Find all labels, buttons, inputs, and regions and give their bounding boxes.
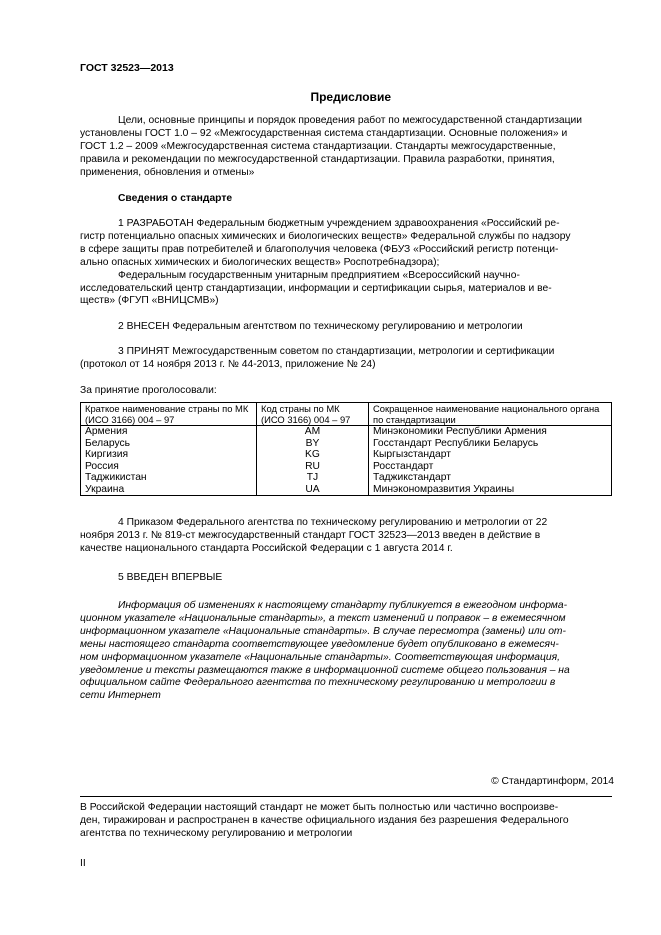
table-header: Краткое наименование страны по МК (ИСО 3166) 004 – 97 — [81, 403, 257, 426]
table-row — [81, 484, 612, 496]
info-line: ном информационном указателе «Национальные стандарты». Соответствующая информация, — [80, 651, 560, 663]
standard-id: ГОСТ 32523—2013 — [80, 62, 174, 74]
divider — [80, 796, 612, 797]
item-3 — [80, 346, 612, 372]
table-cell: Беларусь — [81, 438, 257, 450]
voting-table — [80, 402, 612, 496]
footer-notice — [80, 802, 612, 841]
intro-line: установлены ГОСТ 1.0 – 92 «Межгосударственная система стандартизации. Основные положения» и — [80, 127, 568, 139]
table-cell: AM — [257, 426, 369, 438]
page-number: II — [80, 858, 86, 869]
table-row — [81, 461, 612, 473]
table-cell: Кыргызстандарт — [369, 449, 612, 461]
item-2: 2 ВНЕСЕН Федеральным агентством по техническому регулированию и метрологии — [118, 321, 523, 332]
info-line: сети Интернет — [80, 690, 161, 702]
item-line: 1 РАЗРАБОТАН Федеральным бюджетным учреждением здравоохранения «Российский ре- — [118, 218, 560, 229]
item-line: 3 ПРИНЯТ Межгосударственным советом по стандартизации, метрологии и сертификации — [118, 346, 555, 357]
item-4 — [80, 517, 612, 556]
table-cell: Госстандарт Республики Беларусь — [369, 438, 612, 450]
item-line: качестве национального стандарта Российской Федерации с 1 августа 2014 г. — [80, 542, 453, 554]
item-line: гистр потенциально опасных химических и биологических веществ» Федеральной службы по надзору — [80, 230, 571, 242]
table-cell: Таджикистан — [81, 472, 257, 484]
table-cell: RU — [257, 461, 369, 473]
table-row — [81, 438, 612, 450]
item-5: 5 ВВЕДЕН ВПЕРВЫЕ — [118, 572, 223, 583]
copyright: © Стандартинформ, 2014 — [491, 776, 614, 787]
page-title: Предисловие — [310, 90, 391, 104]
footer-line: ден, тиражирован и распространен в качестве официального издания без разрешения Федерального — [80, 814, 569, 826]
item-line: ноября 2013 г. № 819-ст межгосударственный стандарт ГОСТ 32523—2013 введен в действие в — [80, 529, 541, 541]
footer-line: В Российской Федерации настоящий стандарт не может быть полностью или частично воспроизве- — [80, 802, 559, 813]
table-row — [81, 449, 612, 461]
info-line: ционном указателе «Национальные стандарты», а текст изменений и поправок – в ежемесячном — [80, 612, 566, 624]
table-cell: BY — [257, 438, 369, 450]
voting-table-wrap — [80, 402, 612, 496]
table-cell: Армения — [81, 426, 257, 438]
table-row — [81, 472, 612, 484]
intro-line: ГОСТ 1.2 – 2009 «Межгосударственная система стандартизации. Стандарты межгосударственные, — [80, 140, 556, 152]
table-cell: Киргизия — [81, 449, 257, 461]
table-cell: TJ — [257, 472, 369, 484]
table-cell: KG — [257, 449, 369, 461]
intro-paragraph — [80, 115, 612, 180]
intro-line: правила и рекомендации по межгосударственной стандартизации. Правила разработки, принятия, — [80, 153, 555, 165]
table-header-row — [81, 403, 612, 426]
item-line: (протокол от 14 ноября 2013 г. № 44-2013, приложение № 24) — [80, 358, 376, 370]
table-cell: Таджикстандарт — [369, 472, 612, 484]
info-notice — [80, 600, 612, 703]
item-1 — [80, 218, 612, 308]
info-line: официальном сайте Федерального агентства по техническому регулированию и метрологии в — [80, 677, 556, 689]
item-line: ально опасных химических и биологических веществ» Роспотребнадзора); — [80, 256, 440, 268]
item-line: исследовательский центр стандартизации, информации и сертификации сырья, материалов и ве- — [80, 282, 552, 294]
vote-label: За принятие проголосовали: — [80, 385, 217, 396]
table-row — [81, 426, 612, 438]
item-line: Федеральным государственным унитарным предприятием «Всероссийский научно- — [118, 269, 520, 281]
intro-line: применения, обновления и отмены» — [80, 166, 255, 178]
item-line: ществ» (ФГУП «ВНИЦСМВ») — [80, 295, 219, 307]
info-line: уведомление и тексты размещаются также в информационной системе общего пользования – на — [80, 664, 570, 676]
intro-line: Цели, основные принципы и порядок проведения работ по межгосударственной стандартизации — [118, 115, 583, 126]
table-cell: UA — [257, 484, 369, 496]
table-cell: Россия — [81, 461, 257, 473]
info-line: информационном указателе «Национальные стандарты». В случае пересмотра (замены) или от- — [80, 625, 566, 637]
table-header: Код страны по МК (ИСО 3166) 004 – 97 — [257, 403, 369, 426]
table-cell: Украина — [81, 484, 257, 496]
table-cell: Минэкономразвития Украины — [369, 484, 612, 496]
table-header: Сокращенное наименование национального органа по стандартизации — [369, 403, 612, 426]
table-cell: Росстандарт — [369, 461, 612, 473]
info-line: мены настоящего стандарта соответствующее уведомление будет опубликовано в ежемесяч- — [80, 638, 559, 650]
item-line: в сфере защиты прав потребителей и благополучия человека (ФБУЗ «Российский регистр потенци- — [80, 243, 559, 255]
section-heading: Сведения о стандарте — [118, 193, 233, 204]
item-line: 4 Приказом Федерального агентства по техническому регулированию и метрологии от 22 — [118, 517, 548, 528]
table-cell: Минэкономики Республики Армения — [369, 426, 612, 438]
info-line: Информация об изменениях к настоящему стандарту публикуется в ежегодном информа- — [118, 600, 568, 611]
footer-line: агентства по техническому регулированию и метрологии — [80, 827, 353, 839]
